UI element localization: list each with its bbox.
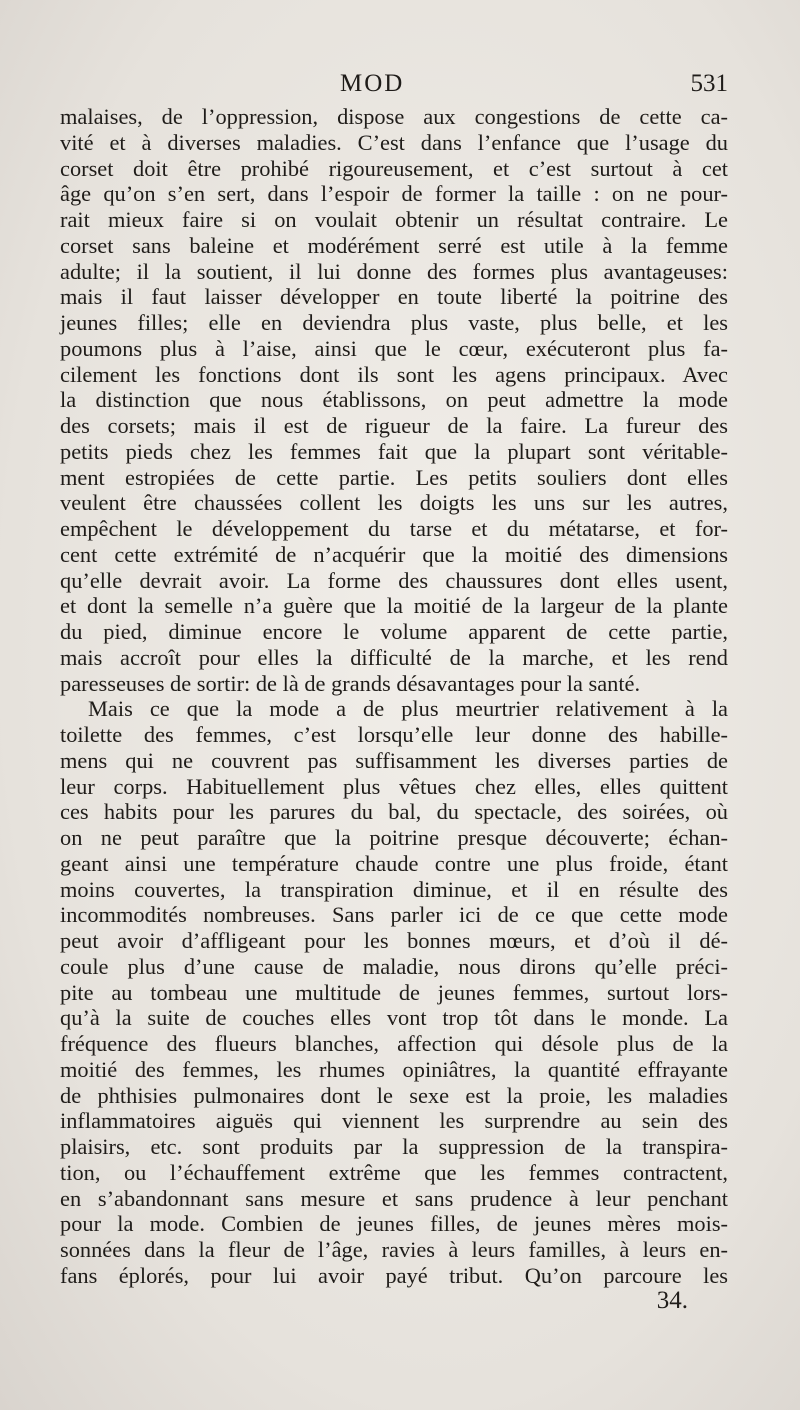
text-line: en s’abandonnant sans mesure et sans prudence à leur penchant	[60, 1185, 728, 1211]
text-line: tion, ou l’échauffement extrême que les femmes contractent,	[60, 1159, 728, 1185]
text-line: mais accroît pour elles la difficulté de la marche, et les rend	[60, 644, 728, 670]
text-line: pite au tombeau une multitude de jeunes femmes, surtout lors-	[60, 979, 728, 1005]
text-line: fréquence des flueurs blanches, affection qui désole plus de la	[60, 1031, 728, 1056]
signature-mark: 34.	[656, 1287, 688, 1314]
text-line: cilement les fonctions dont ils sont les agens principaux. Avec	[60, 361, 728, 387]
paragraph-start-line: Mais ce que la mode a de plus meurtrier relativement à la	[88, 696, 728, 722]
text-line: inflammatoires aiguës qui viennent les surprendre au sein des	[60, 1108, 728, 1134]
text-line: corset sans baleine et modérément serré est utile à la femme	[60, 232, 728, 258]
text-line: âge qu’on s’en sert, dans l’espoir de former la taille : on ne pour-	[60, 181, 728, 207]
text-line: corset doit être prohibé rigoureusement, et c’est surtout à cet	[60, 155, 728, 181]
text-line: du pied, diminue encore le volume apparent de cette partie,	[60, 619, 728, 644]
text-line: fans éplorés, pour lui avoir payé tribut. Qu’on parcoure les	[60, 1262, 728, 1288]
text-line: plaisirs, etc. sont produits par la suppression de la transpira-	[60, 1134, 728, 1159]
text-line: poumons plus à l’aise, ainsi que le cœur, exécuteront plus fa-	[60, 335, 728, 361]
text-line: qu’elle devrait avoir. La forme des chaussures dont elles usent,	[60, 567, 728, 593]
body-text	[60, 104, 728, 1289]
text-line: moitié des femmes, les rhumes opiniâtres, la quantité effrayante	[60, 1056, 728, 1082]
text-line: moins couvertes, la transpiration diminue, et il en résulte des	[60, 876, 728, 902]
text-line: cent cette extrémité de n’acquérir que la moitié des dimensions	[60, 541, 728, 567]
text-line: leur corps. Habituellement plus vêtues chez elles, elles quittent	[60, 773, 728, 799]
text-line: coule plus d’une cause de maladie, nous dirons qu’elle préci-	[60, 953, 728, 979]
text-line: mais il faut laisser développer en toute liberté la poitrine des	[60, 284, 728, 310]
text-line: jeunes filles; elle en deviendra plus vaste, plus belle, et les	[60, 310, 728, 335]
text-line: empêchent le développement du tarse et du métatarse, et for-	[60, 516, 728, 541]
text-line: des corsets; mais il est de rigueur de la faire. La fureur des	[60, 413, 728, 438]
text-line: veulent être chaussées collent les doigts les uns sur les autres,	[60, 490, 728, 516]
text-line: petits pieds chez les femmes fait que la plupart sont véritable-	[60, 438, 728, 464]
text-line: pour la mode. Combien de jeunes filles, de jeunes mères mois-	[60, 1211, 728, 1237]
text-line: ces habits pour les parures du bal, du spectacle, des soirées, où	[60, 799, 728, 825]
page-number: 531	[690, 70, 728, 97]
text-line: toilette des femmes, c’est lorsqu’elle leur donne des habille-	[60, 722, 728, 747]
text-line: de phthisies pulmonaires dont le sexe est la proie, les maladies	[60, 1082, 728, 1108]
text-line: paresseuses de sortir: de là de grands désavantages pour la santé.	[60, 670, 641, 696]
text-line: vité et à diverses maladies. C’est dans l’enfance que l’usage du	[60, 129, 728, 155]
page-header	[0, 70, 800, 106]
text-line: qu’à la suite de couches elles vont trop tôt dans le monde. La	[60, 1005, 728, 1031]
text-line: mens qui ne couvrent pas suffisamment les diverses parties de	[60, 747, 728, 773]
text-line: peut avoir d’affligeant pour les bonnes mœurs, et d’où il dé-	[60, 928, 728, 953]
text-line: geant ainsi une température chaude contre une plus froide, étant	[60, 850, 728, 876]
text-line: rait mieux faire si on voulait obtenir un résultat contraire. Le	[60, 207, 728, 232]
text-line: sonnées dans la fleur de l’âge, ravies à leurs familles, à leurs en-	[60, 1237, 728, 1262]
text-line: adulte; il la soutient, il lui donne des formes plus avantageuses:	[60, 258, 728, 284]
running-head: MOD	[340, 70, 405, 97]
text-line: malaises, de l’oppression, dispose aux congestions de cette ca-	[60, 104, 728, 129]
text-line: la distinction que nous établissons, on peut admettre la mode	[60, 387, 728, 413]
text-line: on ne peut paraître que la poitrine presque découverte; échan-	[60, 825, 728, 850]
text-line: ment estropiées de cette partie. Les petits souliers dont elles	[60, 464, 728, 490]
text-line: incommodités nombreuses. Sans parler ici de ce que cette mode	[60, 902, 728, 928]
text-line: et dont la semelle n’a guère que la moitié de la largeur de la plante	[60, 593, 728, 619]
